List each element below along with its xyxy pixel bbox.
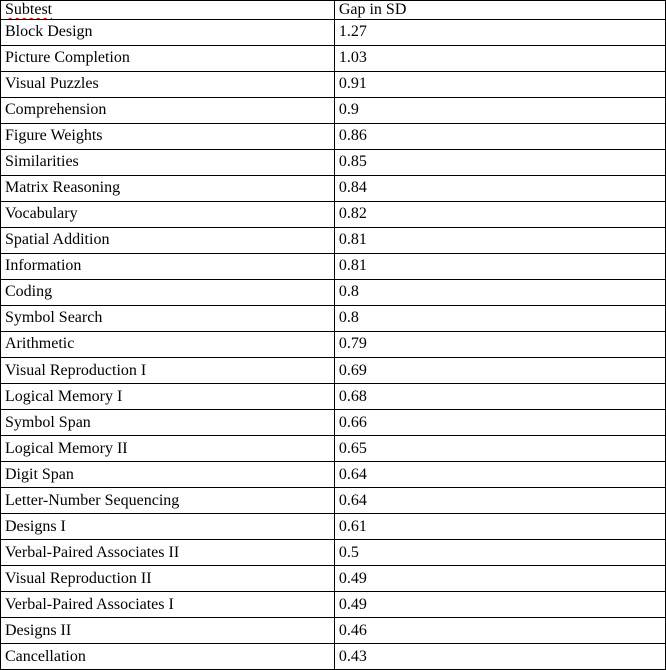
table-row bbox=[1, 175, 666, 201]
gap-cell: 0.49 bbox=[334, 591, 665, 617]
gap-header-label: Gap in SD bbox=[338, 1, 407, 18]
subtest-cell: Comprehension bbox=[1, 97, 335, 123]
subtest-cell: Information bbox=[1, 253, 335, 279]
gap-cell: 0.5 bbox=[334, 539, 665, 565]
table-row bbox=[1, 409, 666, 435]
subtest-cell: Similarities bbox=[1, 149, 335, 175]
subtest-cell: Letter-Number Sequencing bbox=[1, 487, 335, 513]
gap-cell: 1.27 bbox=[334, 19, 665, 45]
subtest-cell: Designs II bbox=[1, 617, 335, 643]
table-row bbox=[1, 383, 666, 409]
subtest-cell: Verbal-Paired Associates II bbox=[1, 539, 335, 565]
gap-cell: 0.68 bbox=[334, 383, 665, 409]
table-row bbox=[1, 45, 666, 71]
gap-cell: 0.65 bbox=[334, 435, 665, 461]
table-row bbox=[1, 19, 666, 45]
subtest-header-label: Subtest bbox=[5, 1, 53, 18]
subtest-cell: Visual Reproduction II bbox=[1, 565, 335, 591]
subtest-cell: Picture Completion bbox=[1, 45, 335, 71]
table-row bbox=[1, 643, 666, 669]
gap-cell: 0.64 bbox=[334, 487, 665, 513]
subtest-cell: Visual Reproduction I bbox=[1, 357, 335, 383]
gap-cell: 0.46 bbox=[334, 617, 665, 643]
table-row bbox=[1, 435, 666, 461]
subtest-cell: Matrix Reasoning bbox=[1, 175, 335, 201]
table-row bbox=[1, 97, 666, 123]
subtest-cell: Figure Weights bbox=[1, 123, 335, 149]
gap-cell: 0.85 bbox=[334, 149, 665, 175]
subtest-cell: Cancellation bbox=[1, 643, 335, 669]
table-row bbox=[1, 201, 666, 227]
gap-cell: 0.49 bbox=[334, 565, 665, 591]
gap-cell: 0.66 bbox=[334, 409, 665, 435]
column-header-gap bbox=[334, 1, 665, 20]
gap-cell: 0.81 bbox=[334, 227, 665, 253]
column-header-subtest bbox=[1, 1, 335, 20]
subtest-cell: Logical Memory II bbox=[1, 435, 335, 461]
gap-cell: 0.86 bbox=[334, 123, 665, 149]
subtest-cell: Logical Memory I bbox=[1, 383, 335, 409]
gap-cell: 0.9 bbox=[334, 97, 665, 123]
table-row bbox=[1, 331, 666, 357]
table-header-row bbox=[1, 1, 666, 20]
subtest-cell: Symbol Span bbox=[1, 409, 335, 435]
table-row bbox=[1, 149, 666, 175]
table-row bbox=[1, 565, 666, 591]
subtest-cell: Digit Span bbox=[1, 461, 335, 487]
table-row bbox=[1, 539, 666, 565]
subtest-cell: Visual Puzzles bbox=[1, 71, 335, 97]
table-row bbox=[1, 513, 666, 539]
gap-cell: 0.81 bbox=[334, 253, 665, 279]
gap-cell: 0.8 bbox=[334, 279, 665, 305]
gap-cell: 0.69 bbox=[334, 357, 665, 383]
gap-cell: 0.61 bbox=[334, 513, 665, 539]
table-row bbox=[1, 279, 666, 305]
gap-cell: 0.79 bbox=[334, 331, 665, 357]
gap-cell: 0.43 bbox=[334, 643, 665, 669]
subtest-cell: Arithmetic bbox=[1, 331, 335, 357]
table-row bbox=[1, 487, 666, 513]
table-row bbox=[1, 617, 666, 643]
gap-cell: 0.64 bbox=[334, 461, 665, 487]
table-row bbox=[1, 227, 666, 253]
subtest-cell: Designs I bbox=[1, 513, 335, 539]
subtest-cell: Symbol Search bbox=[1, 305, 335, 331]
table-row bbox=[1, 357, 666, 383]
gap-cell: 0.91 bbox=[334, 71, 665, 97]
gap-cell: 0.84 bbox=[334, 175, 665, 201]
subtest-cell: Vocabulary bbox=[1, 201, 335, 227]
subtest-cell: Block Design bbox=[1, 19, 335, 45]
subtest-cell: Spatial Addition bbox=[1, 227, 335, 253]
gap-cell: 1.03 bbox=[334, 45, 665, 71]
table-row bbox=[1, 71, 666, 97]
table-row bbox=[1, 253, 666, 279]
table-row bbox=[1, 461, 666, 487]
gap-cell: 0.8 bbox=[334, 305, 665, 331]
table-row bbox=[1, 305, 666, 331]
table-row bbox=[1, 123, 666, 149]
table-row bbox=[1, 591, 666, 617]
subtest-cell: Coding bbox=[1, 279, 335, 305]
gap-cell: 0.82 bbox=[334, 201, 665, 227]
subtest-cell: Verbal-Paired Associates I bbox=[1, 591, 335, 617]
